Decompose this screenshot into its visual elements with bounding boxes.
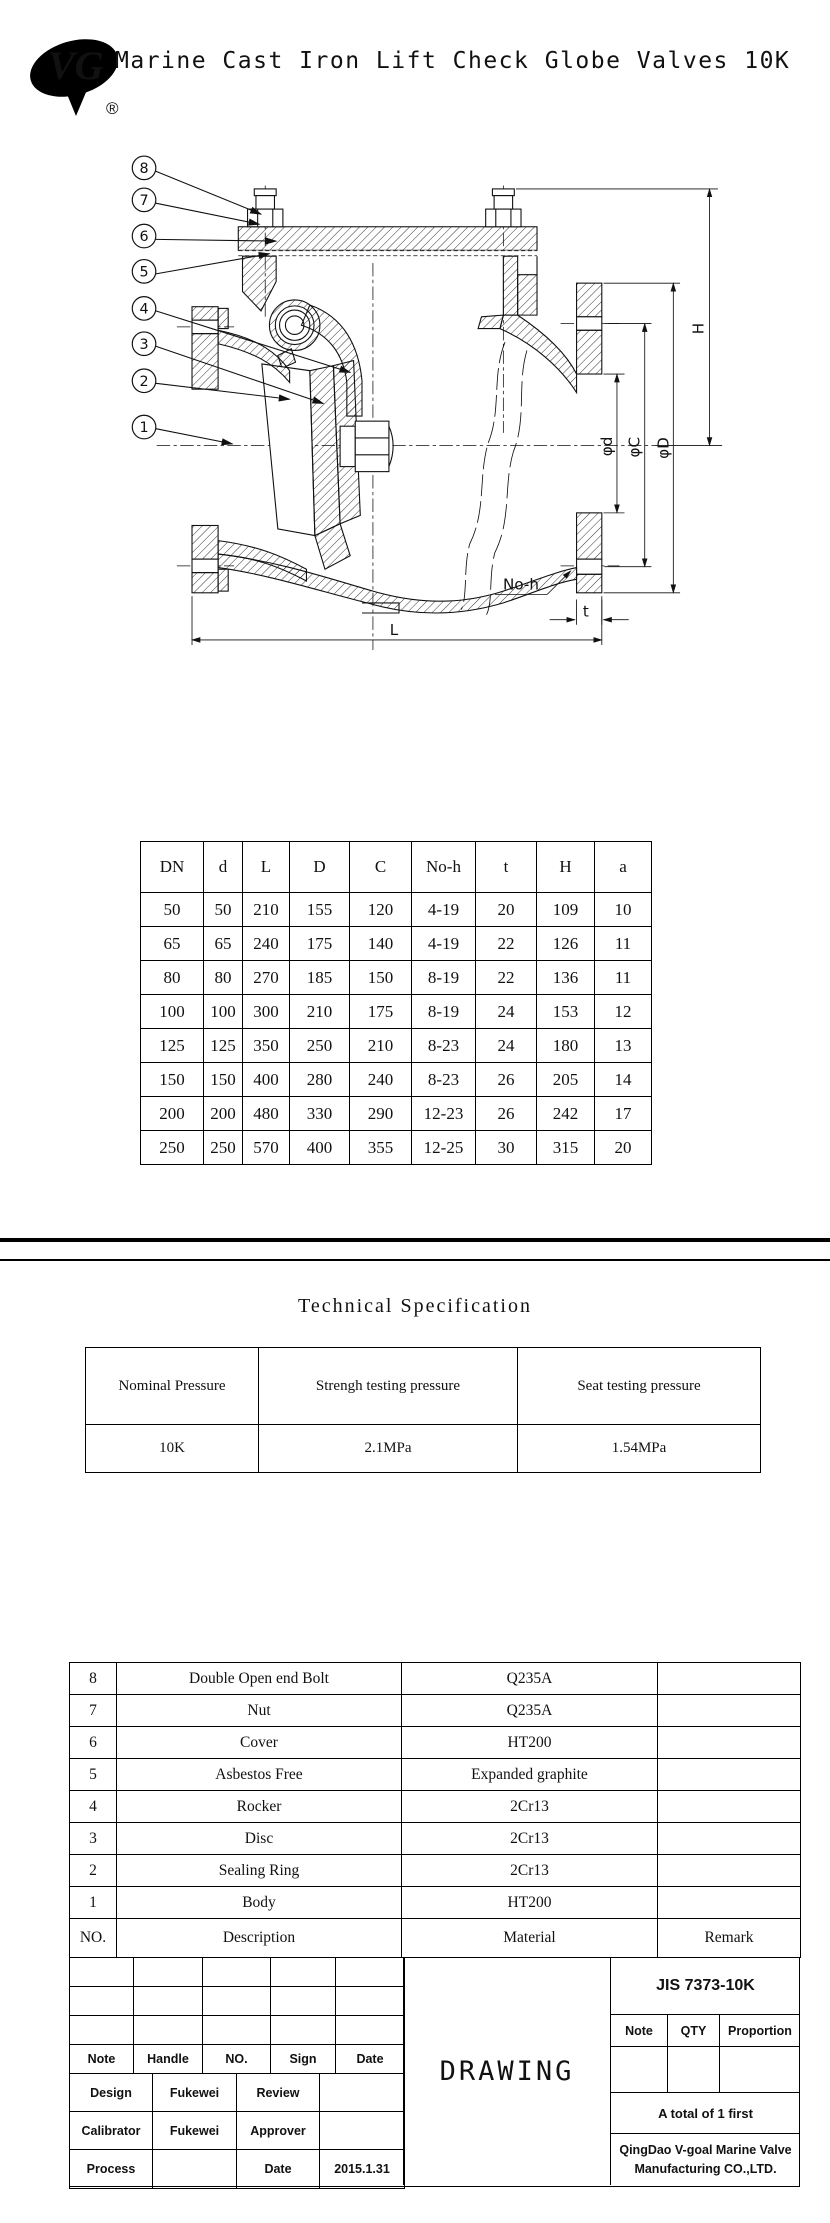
title-block-right [611,1958,800,2185]
table-row: 50 50 210 155 120 4-19 20 109 10 [141,893,652,927]
table-row: 250 250 570 400 355 12-25 30 315 20 [141,1131,652,1165]
parts-col-no: NO. [70,1919,117,1958]
spec-value-row [86,1425,761,1473]
svg-text:4: 4 [139,301,149,318]
sheet-total: A total of 1 first [611,2093,800,2134]
signature-row [70,2112,405,2150]
table-row: 200 200 480 330 290 12-23 26 242 17 [141,1097,652,1131]
rev-col-handle: Handle [134,2045,203,2074]
spec-val-seat: 1.54MPa [518,1425,761,1473]
svg-text:5: 5 [139,264,149,281]
parts-col-material: Material [402,1919,658,1958]
svg-text:VG: VG [48,43,104,88]
table-row: 80 80 270 185 150 8-19 22 136 11 [141,961,652,995]
parts-row: 3 Disc 2Cr13 [70,1823,801,1855]
revision-empty-row [70,2016,405,2045]
svg-text:3: 3 [139,336,149,353]
approver-label: Approver [237,2112,320,2150]
review-label: Review [237,2074,320,2112]
drawing-cell [403,1958,611,2185]
title-block [69,1957,800,2187]
svg-text:2: 2 [139,373,149,390]
design-name: Fukewei [153,2074,237,2112]
col-l: L [243,842,290,893]
parts-footer-row [70,1919,801,1958]
parts-row: 2 Sealing Ring 2Cr13 [70,1855,801,1887]
callout-7 [132,188,156,212]
parts-row: 1 Body HT200 [70,1887,801,1919]
page-title: Marine Cast Iron Lift Check Globe Valves 10K [115,48,791,74]
registered-mark: ® [106,99,119,118]
spec-col-nominal: Nominal Pressure [86,1348,259,1425]
label-phi-d: φd [597,436,616,457]
parts-col-remark: Remark [658,1919,801,1958]
callout-4 [132,297,156,321]
qty-col-note: Note [611,2015,668,2047]
parts-table [69,1662,801,1958]
divider-thick [0,1238,830,1242]
qty-col-qty: QTY [668,2015,720,2047]
qty-col-proportion: Proportion [728,2024,792,2038]
signature-row [70,2074,405,2112]
callout-2 [132,369,156,393]
rev-col-sign: Sign [271,2045,336,2074]
design-label: Design [70,2074,153,2112]
calibrator-label: Calibrator [70,2112,153,2150]
svg-text:1: 1 [139,420,149,437]
spec-col-seat: Seat testing pressure [518,1348,761,1425]
disc [262,364,315,536]
dimension-labels [390,323,708,639]
rev-col-note: Note [70,2045,134,2074]
parts-col-description: Description [117,1919,402,1958]
rev-col-date: Date [336,2045,405,2074]
bonnet-neck [243,256,277,311]
body-top-right-b [518,275,537,315]
label-phi-c: φC [625,436,644,458]
callout-3 [132,332,156,356]
col-d: d [204,842,243,893]
body-lug [478,315,503,328]
col-c: C [350,842,412,893]
date-label: Date [237,2150,320,2189]
callout-6 [132,224,156,248]
callout-balloons [132,156,156,439]
parts-row: 6 Cover HT200 [70,1727,801,1759]
dimension-table [140,841,652,1165]
revision-empty-row [70,1958,405,1987]
cover-plate [238,227,537,251]
callout-1 [132,415,156,439]
col-t: t [476,842,537,893]
body-top-right-a [503,256,517,315]
calibrator-name: Fukewei [153,2112,237,2150]
svg-text:6: 6 [139,229,149,246]
company-logo-icon [18,12,123,122]
qty-header-row [611,2015,800,2047]
col-h: H [537,842,595,893]
upper-body-wall [500,315,577,392]
left-bolt [248,189,283,227]
date-value: 2015.1.31 [320,2150,405,2189]
table-row: 150 150 400 280 240 8-23 26 205 14 [141,1063,652,1097]
callout-8 [132,156,156,180]
parts-row: 4 Rocker 2Cr13 [70,1791,801,1823]
revision-empty-row [70,1987,405,2016]
disc-stem-nut [340,421,393,471]
callout-5 [132,260,156,284]
qty-value-row [611,2047,800,2093]
break-lines [461,342,527,615]
divider-thin [0,1259,830,1261]
col-dn: DN [141,842,204,893]
spec-col-strength: Strengh testing pressure [259,1348,518,1425]
parts-row: 8 Double Open end Bolt Q235A [70,1663,801,1695]
label-no-h: No-h [503,575,539,594]
table-row: 125 125 350 250 210 8-23 24 180 13 [141,1029,652,1063]
spec-val-strength: 2.1MPa [259,1425,518,1473]
company-name: QingDao V-goal Marine Valve Manufacturing CO.,LTD. [619,2142,792,2176]
gasket [238,250,537,256]
label-l: L [389,620,399,639]
spec-val-nominal: 10K [86,1425,259,1473]
parts-row: 7 Nut Q235A [70,1695,801,1727]
dimension-table-header [141,842,652,893]
process-label: Process [70,2150,153,2189]
col-no-h: No-h [412,842,476,893]
drawing-label: DRAWING [439,2056,575,2087]
valve-body-geometry [157,186,655,650]
standard-number: JIS 7373-10K [611,1958,800,2015]
label-t: t [582,602,589,621]
svg-text:8: 8 [139,160,149,177]
label-phi-big-d: φD [654,437,673,459]
table-row: 65 65 240 175 140 4-19 22 126 11 [141,927,652,961]
technical-specification-title: Technical Specification [298,1295,532,1317]
revision-header-row [70,2045,405,2074]
col-big-d: D [290,842,350,893]
signature-row [70,2150,405,2189]
svg-text:7: 7 [139,192,149,209]
col-a: a [595,842,652,893]
signature-grid [69,2073,405,2189]
technical-specification-table [85,1347,761,1473]
rev-col-no: NO. [203,2045,271,2074]
label-h: H [689,322,708,335]
table-row: 100 100 300 210 175 8-19 24 153 12 [141,995,652,1029]
revision-grid [69,1957,405,2074]
right-bolt [486,189,521,227]
parts-row: 5 Asbestos Free Expanded graphite [70,1759,801,1791]
spec-header-row [86,1348,761,1425]
valve-cross-section-drawing [0,130,830,820]
